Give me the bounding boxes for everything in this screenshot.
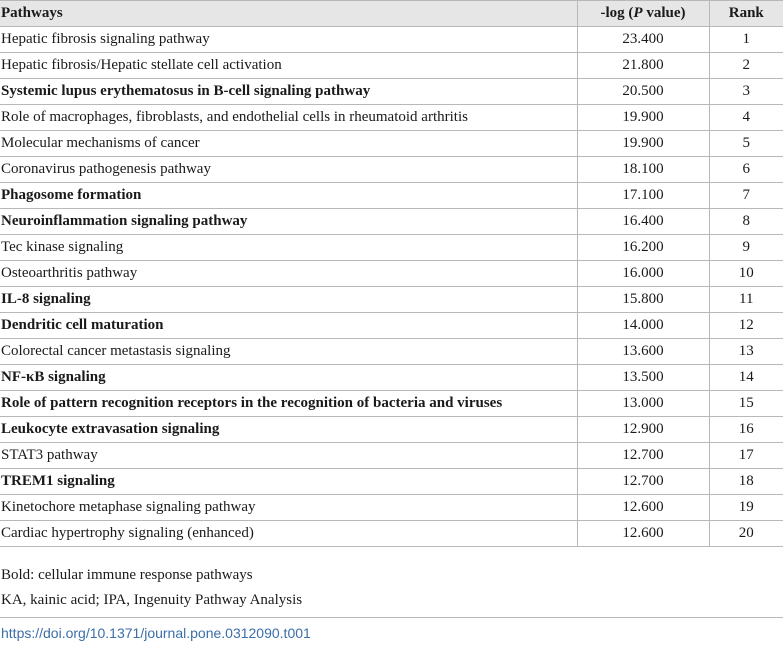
header-rank: Rank <box>709 1 783 27</box>
rank-cell: 10 <box>709 261 783 287</box>
log-p-value-cell: 21.800 <box>577 53 709 79</box>
pathway-cell: STAT3 pathway <box>0 443 577 469</box>
log-p-value-cell: 17.100 <box>577 183 709 209</box>
rank-cell: 3 <box>709 79 783 105</box>
header-p-italic: P <box>633 5 643 21</box>
table-row <box>0 313 783 339</box>
rank-cell: 2 <box>709 53 783 79</box>
doi-link[interactable]: https://doi.org/10.1371/journal.pone.0312090.t001 <box>1 625 311 641</box>
table-row <box>0 27 783 53</box>
table-row <box>0 287 783 313</box>
pathway-cell: NF-κB signaling <box>0 365 577 391</box>
pathway-cell: Cardiac hypertrophy signaling (enhanced) <box>0 521 577 547</box>
table-row <box>0 235 783 261</box>
pathway-cell: IL-8 signaling <box>0 287 577 313</box>
log-p-value-cell: 13.500 <box>577 365 709 391</box>
log-p-value-cell: 12.700 <box>577 469 709 495</box>
log-p-value-cell: 19.900 <box>577 131 709 157</box>
rank-cell: 15 <box>709 391 783 417</box>
pathway-cell: Hepatic fibrosis/Hepatic stellate cell activation <box>0 53 577 79</box>
table-row <box>0 131 783 157</box>
pathway-cell: Molecular mechanisms of cancer <box>0 131 577 157</box>
log-p-value-cell: 13.000 <box>577 391 709 417</box>
note-bold-legend: Bold: cellular immune response pathways <box>1 567 253 583</box>
rank-cell: 6 <box>709 157 783 183</box>
log-p-value-cell: 12.700 <box>577 443 709 469</box>
rank-cell: 4 <box>709 105 783 131</box>
rank-cell: 11 <box>709 287 783 313</box>
log-p-value-cell: 18.100 <box>577 157 709 183</box>
pathway-cell: Neuroinflammation signaling pathway <box>0 209 577 235</box>
table-row <box>0 183 783 209</box>
log-p-value-cell: 16.200 <box>577 235 709 261</box>
rank-cell: 20 <box>709 521 783 547</box>
pathway-cell: Leukocyte extravasation signaling <box>0 417 577 443</box>
table-row <box>0 53 783 79</box>
pathway-cell: Phagosome formation <box>0 183 577 209</box>
pathway-cell: TREM1 signaling <box>0 469 577 495</box>
rank-cell: 14 <box>709 365 783 391</box>
log-p-value-cell: 14.000 <box>577 313 709 339</box>
log-p-value-cell: 12.600 <box>577 521 709 547</box>
table-row <box>0 469 783 495</box>
log-p-value-cell: 15.800 <box>577 287 709 313</box>
note-abbreviations: KA, kainic acid; IPA, Ingenuity Pathway Analysis <box>1 592 303 608</box>
pathway-cell: Colorectal cancer metastasis signaling <box>0 339 577 365</box>
header-row <box>0 1 783 27</box>
table-row <box>0 339 783 365</box>
log-p-value-cell: 16.400 <box>577 209 709 235</box>
table-row <box>0 443 783 469</box>
pathway-cell: Systemic lupus erythematosus in B-cell signaling pathway <box>0 79 577 105</box>
pathway-cell: Coronavirus pathogenesis pathway <box>0 157 577 183</box>
log-p-value-cell: 23.400 <box>577 27 709 53</box>
rank-cell: 5 <box>709 131 783 157</box>
table-row <box>0 365 783 391</box>
rank-cell: 7 <box>709 183 783 209</box>
rank-cell: 13 <box>709 339 783 365</box>
table-row <box>0 495 783 521</box>
rank-cell: 19 <box>709 495 783 521</box>
header-log-p-value <box>577 1 709 27</box>
header-pathways: Pathways <box>0 1 577 27</box>
table-body <box>0 27 783 547</box>
rank-cell: 9 <box>709 235 783 261</box>
pathway-cell: Role of macrophages, fibroblasts, and endothelial cells in rheumatoid arthritis <box>0 105 577 131</box>
pathway-cell: Role of pattern recognition receptors in the recognition of bacteria and viruses <box>0 391 577 417</box>
pathway-cell: Osteoarthritis pathway <box>0 261 577 287</box>
pathway-cell: Dendritic cell maturation <box>0 313 577 339</box>
pathway-cell: Kinetochore metaphase signaling pathway <box>0 495 577 521</box>
table-row <box>0 391 783 417</box>
rank-cell: 8 <box>709 209 783 235</box>
log-p-value-cell: 19.900 <box>577 105 709 131</box>
table-row <box>0 521 783 547</box>
pathway-cell: Tec kinase signaling <box>0 235 577 261</box>
table-notes <box>1 563 302 613</box>
table-row <box>0 261 783 287</box>
table-row <box>0 417 783 443</box>
table-row <box>0 79 783 105</box>
table-row <box>0 209 783 235</box>
table-row <box>0 105 783 131</box>
log-p-value-cell: 12.600 <box>577 495 709 521</box>
header-log-pre: -log ( <box>600 5 634 21</box>
rank-cell: 16 <box>709 417 783 443</box>
rank-cell: 1 <box>709 27 783 53</box>
log-p-value-cell: 16.000 <box>577 261 709 287</box>
header-log-post: value) <box>642 5 686 21</box>
rank-cell: 17 <box>709 443 783 469</box>
rank-cell: 18 <box>709 469 783 495</box>
footer-divider <box>0 617 783 618</box>
rank-cell: 12 <box>709 313 783 339</box>
log-p-value-cell: 20.500 <box>577 79 709 105</box>
log-p-value-cell: 13.600 <box>577 339 709 365</box>
log-p-value-cell: 12.900 <box>577 417 709 443</box>
pathway-cell: Hepatic fibrosis signaling pathway <box>0 27 577 53</box>
table-row <box>0 157 783 183</box>
